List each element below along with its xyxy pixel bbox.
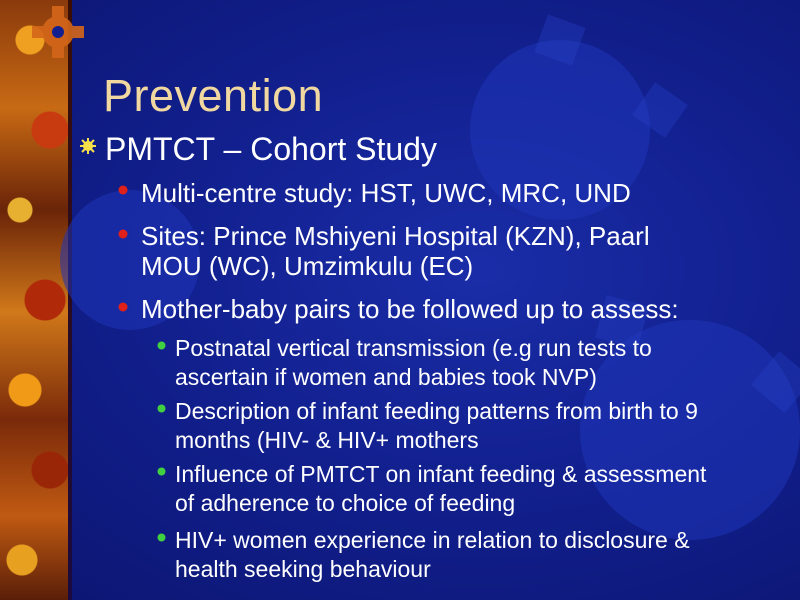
level3-item-line: health seeking behaviour [175,556,431,582]
green-dot-bullet-icon [157,341,166,350]
level3-item-line: of adherence to choice of feeding [175,490,516,516]
level2-item-line: Multi-centre study: HST, UWC, MRC, UND [141,178,631,208]
red-dot-bullet-icon [118,185,128,195]
slide-title: Prevention [103,70,324,121]
green-dot-bullet-icon [157,533,166,542]
level3-item [175,334,652,392]
red-dot-bullet-icon [118,302,128,312]
level3-item-line: ascertain if women and babies took NVP) [175,364,597,390]
green-dot-bullet-icon [157,404,166,413]
level2-item [141,294,679,324]
level3-item-line: Influence of PMTCT on infant feeding & assessment [175,461,707,487]
level2-item-line: MOU (WC), Umzimkulu (EC) [141,251,474,281]
level3-item-line: months (HIV- & HIV+ mothers [175,427,479,453]
level2-item-line: Sites: Prince Mshiyeni Hospital (KZN), Paarl [141,221,650,251]
level3-item [175,526,690,584]
level3-item [175,397,698,455]
level2-item [141,178,631,208]
level1-item: PMTCT – Cohort Study [105,131,437,167]
sun-bullet-icon [79,137,97,155]
level2-item-line: Mother-baby pairs to be followed up to assess: [141,294,679,324]
level3-item-line: Postnatal vertical transmission (e.g run tests to [175,335,652,361]
green-dot-bullet-icon [157,467,166,476]
level3-item-line: HIV+ women experience in relation to disclosure & [175,527,690,553]
red-dot-bullet-icon [118,229,128,239]
level3-item [175,460,706,518]
level3-item-line: Description of infant feeding patterns from birth to 9 [175,398,698,424]
level2-item [141,221,650,281]
